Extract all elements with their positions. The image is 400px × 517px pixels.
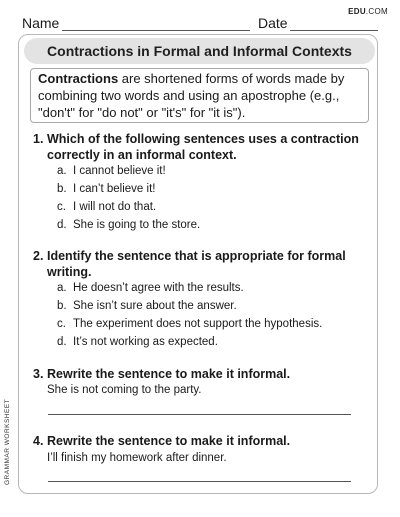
option-letter: b. [57, 300, 67, 312]
question-4-number: 4. [33, 434, 44, 448]
question-4-prompt: I’ll finish my homework after dinner. [47, 452, 227, 464]
question-1-number: 1. [33, 132, 44, 146]
option-letter: c. [57, 318, 66, 330]
question-2-text-cont: writing. [47, 265, 92, 279]
question-1-text-cont: correctly in an informal context. [47, 148, 237, 162]
question-4-answer-line[interactable] [48, 481, 351, 482]
option-letter: d. [57, 336, 67, 348]
question-2-option-b[interactable] [57, 299, 237, 313]
option-text: The experiment does not support the hypothesis. [73, 318, 323, 330]
question-3-text: Rewrite the sentence to make it informal. [47, 367, 291, 381]
option-text: He doesn’t agree with the results. [73, 282, 244, 294]
question-3-prompt: She is not coming to the party. [47, 384, 202, 396]
question-3-answer-line[interactable] [48, 414, 351, 415]
question-2-number: 2. [33, 249, 44, 263]
option-letter: c. [57, 201, 66, 213]
question-4 [33, 433, 368, 449]
option-text: She is going to the store. [73, 219, 201, 231]
question-1-option-d[interactable] [57, 218, 200, 232]
date-label: Date [258, 15, 288, 31]
definition-line-1 [38, 70, 362, 87]
question-1-text: Which of the following sentences uses a contraction [47, 132, 359, 146]
question-3-number: 3. [33, 367, 44, 381]
brand-suffix: .COM [365, 7, 388, 16]
question-2-option-c[interactable] [57, 317, 322, 331]
date-line[interactable] [290, 30, 378, 31]
question-1-option-a[interactable] [57, 164, 166, 178]
option-letter: b. [57, 183, 67, 195]
question-3 [33, 366, 368, 382]
question-2 [33, 248, 368, 264]
definition-line-2: combining two words and using an apostrophe (e.g., [38, 88, 340, 103]
question-4-text: Rewrite the sentence to make it informal. [47, 434, 291, 448]
definition-term: Contractions [38, 71, 119, 86]
option-text: I will not do that. [73, 201, 157, 213]
brand-main: EDU [348, 7, 366, 16]
option-letter: a. [57, 282, 67, 294]
side-label: GRAMMAR WORKSHEET [4, 398, 11, 485]
option-text: I cannot believe it! [73, 165, 166, 177]
option-text: She isn’t sure about the answer. [73, 300, 237, 312]
name-label: Name [22, 15, 60, 31]
name-line[interactable] [62, 30, 250, 31]
option-text: I can’t believe it! [73, 183, 156, 195]
question-2-option-a[interactable] [57, 281, 244, 295]
option-letter: a. [57, 165, 67, 177]
question-2-option-d[interactable] [57, 335, 218, 349]
option-text: It’s not working as expected. [73, 336, 218, 348]
question-1-option-b[interactable] [57, 182, 155, 196]
definition-box [30, 68, 369, 123]
question-1-option-c[interactable] [57, 200, 156, 214]
question-1 [33, 131, 368, 147]
option-letter: d. [57, 219, 67, 231]
worksheet-title: Contractions in Formal and Informal Contexts [24, 38, 375, 64]
definition-text-1: are shortened forms of words made by [118, 71, 345, 86]
question-2-text: Identify the sentence that is appropriate for formal [47, 249, 346, 263]
brand-logo [348, 7, 388, 16]
definition-line-3: "don't" for "do not" or "it's" for "it is"). [38, 105, 246, 120]
